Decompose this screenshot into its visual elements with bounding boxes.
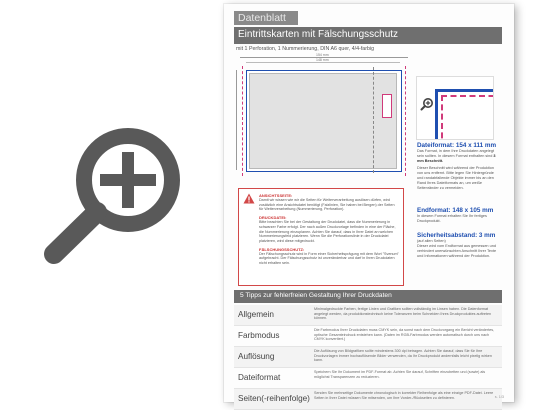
tip-label: Dateiformat — [238, 373, 281, 382]
annotation-dateiformat — [417, 142, 499, 191]
tips-heading: 5 Tipps zur fehlerfreien Gestaltung Ihrer Druckdaten — [240, 292, 392, 299]
warning-text — [259, 193, 399, 266]
warning-heading-ansicht: ANSICHTSSEITE: — [259, 193, 293, 198]
outer-width-label: 154 mm — [316, 53, 329, 57]
height-dimension-line — [236, 70, 237, 170]
page-number: s. 1/3 — [494, 395, 504, 399]
tip-label: Farbmodus — [238, 331, 280, 340]
tip-row — [234, 389, 502, 410]
header-bar — [234, 27, 502, 44]
page-subtitle: mit 1 Perforation, 1 Nummerierung, DIN A6 quer, 4/4-farbig — [236, 46, 375, 52]
annotation-sicherheitsabstand — [417, 232, 499, 259]
warning-text-ansicht: Damit wir wissen wie wir die Seiten für Weiterverarbeitung auslösen dürfen, wird zusätzlich eine Ansichtsdatei benötigt (Falzlinien, Sie haben bei Bergen) der Seiten für Weiterverarbeitung (Nummerierung, Perforation). — [259, 198, 395, 212]
sicherheit-heading: Sicherheitsabstand: 3 mm — [417, 232, 496, 239]
annotation-endformat — [417, 207, 499, 224]
tip-row — [234, 326, 502, 347]
endformat-heading: Endformat: 148 x 105 mm — [417, 207, 494, 214]
detail-zoom-icon[interactable] — [420, 97, 434, 111]
tips-header — [234, 290, 502, 303]
safety-edge — [441, 95, 494, 140]
tip-row — [234, 368, 502, 389]
warning-triangle-icon — [243, 193, 255, 204]
warning-text-druckdatei: Bitte beachten Sie bei der Gestaltung der Druckdatei, dass die Nummerierung in schwarzer Farbe erfolgt. Der nach außen Druckvorlage befinden in eine der Fläche, die Nummerierung einzuplanen. Achten Sie darauf, dass in Ihrer Datei an welchen Nummerierungsfeld platzieren. Wenn Sie die Perforationslinie in der Druckdatei platzieren, wird diese mitgedruckt. — [259, 220, 396, 243]
warning-heading-faelschungsschutz: FÄLSCHUNGSSCHUTZ: — [259, 246, 305, 252]
card-trim-area — [249, 73, 397, 169]
tip-text: Minimalgedruckte Farben, fertige Linien und Grafiken sollten vollständig im Linsen haben. Die Datenformat angelegt werden, da produktionstechnisch keine Toleranzen beim Schneiden Ihres Druckproduktes auftreten können. — [314, 307, 492, 321]
tip-row — [234, 305, 502, 326]
perforation-line — [373, 67, 374, 173]
dateiformat-bold: 3 mm Beschnitt. — [417, 154, 496, 163]
tip-text: Die Farbmodus Ihrer Druckdaten muss CMYK sein, da sonst nach dem Druckvorgang ein Bericht verändertes, optische Gesamteindruck entstehen kann. (Daten im RGB-Farbmodus werden automatisch durch uns nach CMYK konvertiert.) — [314, 328, 495, 342]
page-title: Eintrittskarten mit Fälschungsschutz — [238, 29, 399, 40]
warning-text-faelschungsschutz: Der Fälschungsschutz wird in Form einer Sicherheitsprägung mit dem Wort "Svenum" aufgebracht. Der Fälschungsschutz ist unveränderbar und darf in Ihren Druckdaten nicht erhalten sein. — [259, 251, 399, 266]
numbering-field — [382, 94, 392, 118]
doc-type-label: Datenblatt — [234, 11, 298, 25]
tip-label: Auflösung — [238, 352, 275, 361]
warning-heading-druckdatei: DRUCKDATEI: — [259, 215, 287, 221]
warning-box — [238, 188, 404, 286]
datasheet-page[interactable] — [224, 4, 514, 402]
dateiformat-heading: Dateiformat: 154 x 111 mm — [417, 142, 497, 149]
tip-label: Seiten(-reihenfolge) — [238, 394, 310, 403]
dateiformat-text: Das Format, in dem Ihre Druckdaten angelegt sein sollten. In diesem Format enthalten sind — [417, 149, 495, 158]
inner-width-label: 148 mm — [316, 58, 329, 62]
tip-text: Speichern Sie Ihr Dokument im PDF-Format ab. Achten Sie darauf, Schriften einzubetten und (sowie) als möglichst Transparenzen zu reduzieren. — [314, 370, 486, 379]
tip-row — [234, 347, 502, 368]
sicherheit-sub: (auf allen Seiten) — [417, 239, 446, 243]
zoom-in-icon[interactable] — [40, 118, 190, 268]
tip-label: Allgemein — [238, 310, 274, 319]
tip-text: Die Auflösung von Bildgrafiken sollte mindestens 300 dpi betragen. Achten Sie darauf, dass Sie für Ihre Druckvorlagen immer hochauflösende Bilder verwenden, da Ihr Druckprodukt andernfalls leicht pixelig wirken kann. — [314, 349, 492, 363]
dimension-line-inner — [246, 62, 400, 63]
tip-text: Senden Sie mehrseitige Dokumente chronologisch in korrekter Reihenfolge als eine einzige PDF-Datei. Leere Seiten in Ihrer Datei müssen Sie mitsenden, um Ihre Vorder-/Rückseiten zu definieren. — [314, 391, 494, 400]
sicherheit-text: Dieser wird vom Endformat aus gemessen und verhindert unerwünschten Anschnitt Ihrer Texte und Informationen während der Produktion. — [417, 244, 497, 258]
endformat-text: In diesem Format erhalten Sie Ihr fertiges Druckprodukt. — [417, 214, 487, 223]
dateiformat-extra: Dieser Beschnitt wird während der Produktion von uns entfernt. Bitte legen Sie Hintergründe und randabfallende Objekte immer bis an den Rand Ihres Dateiformats an, um weiße Seitenränder zu vermeiden. — [417, 166, 495, 190]
tips-table — [234, 305, 502, 410]
